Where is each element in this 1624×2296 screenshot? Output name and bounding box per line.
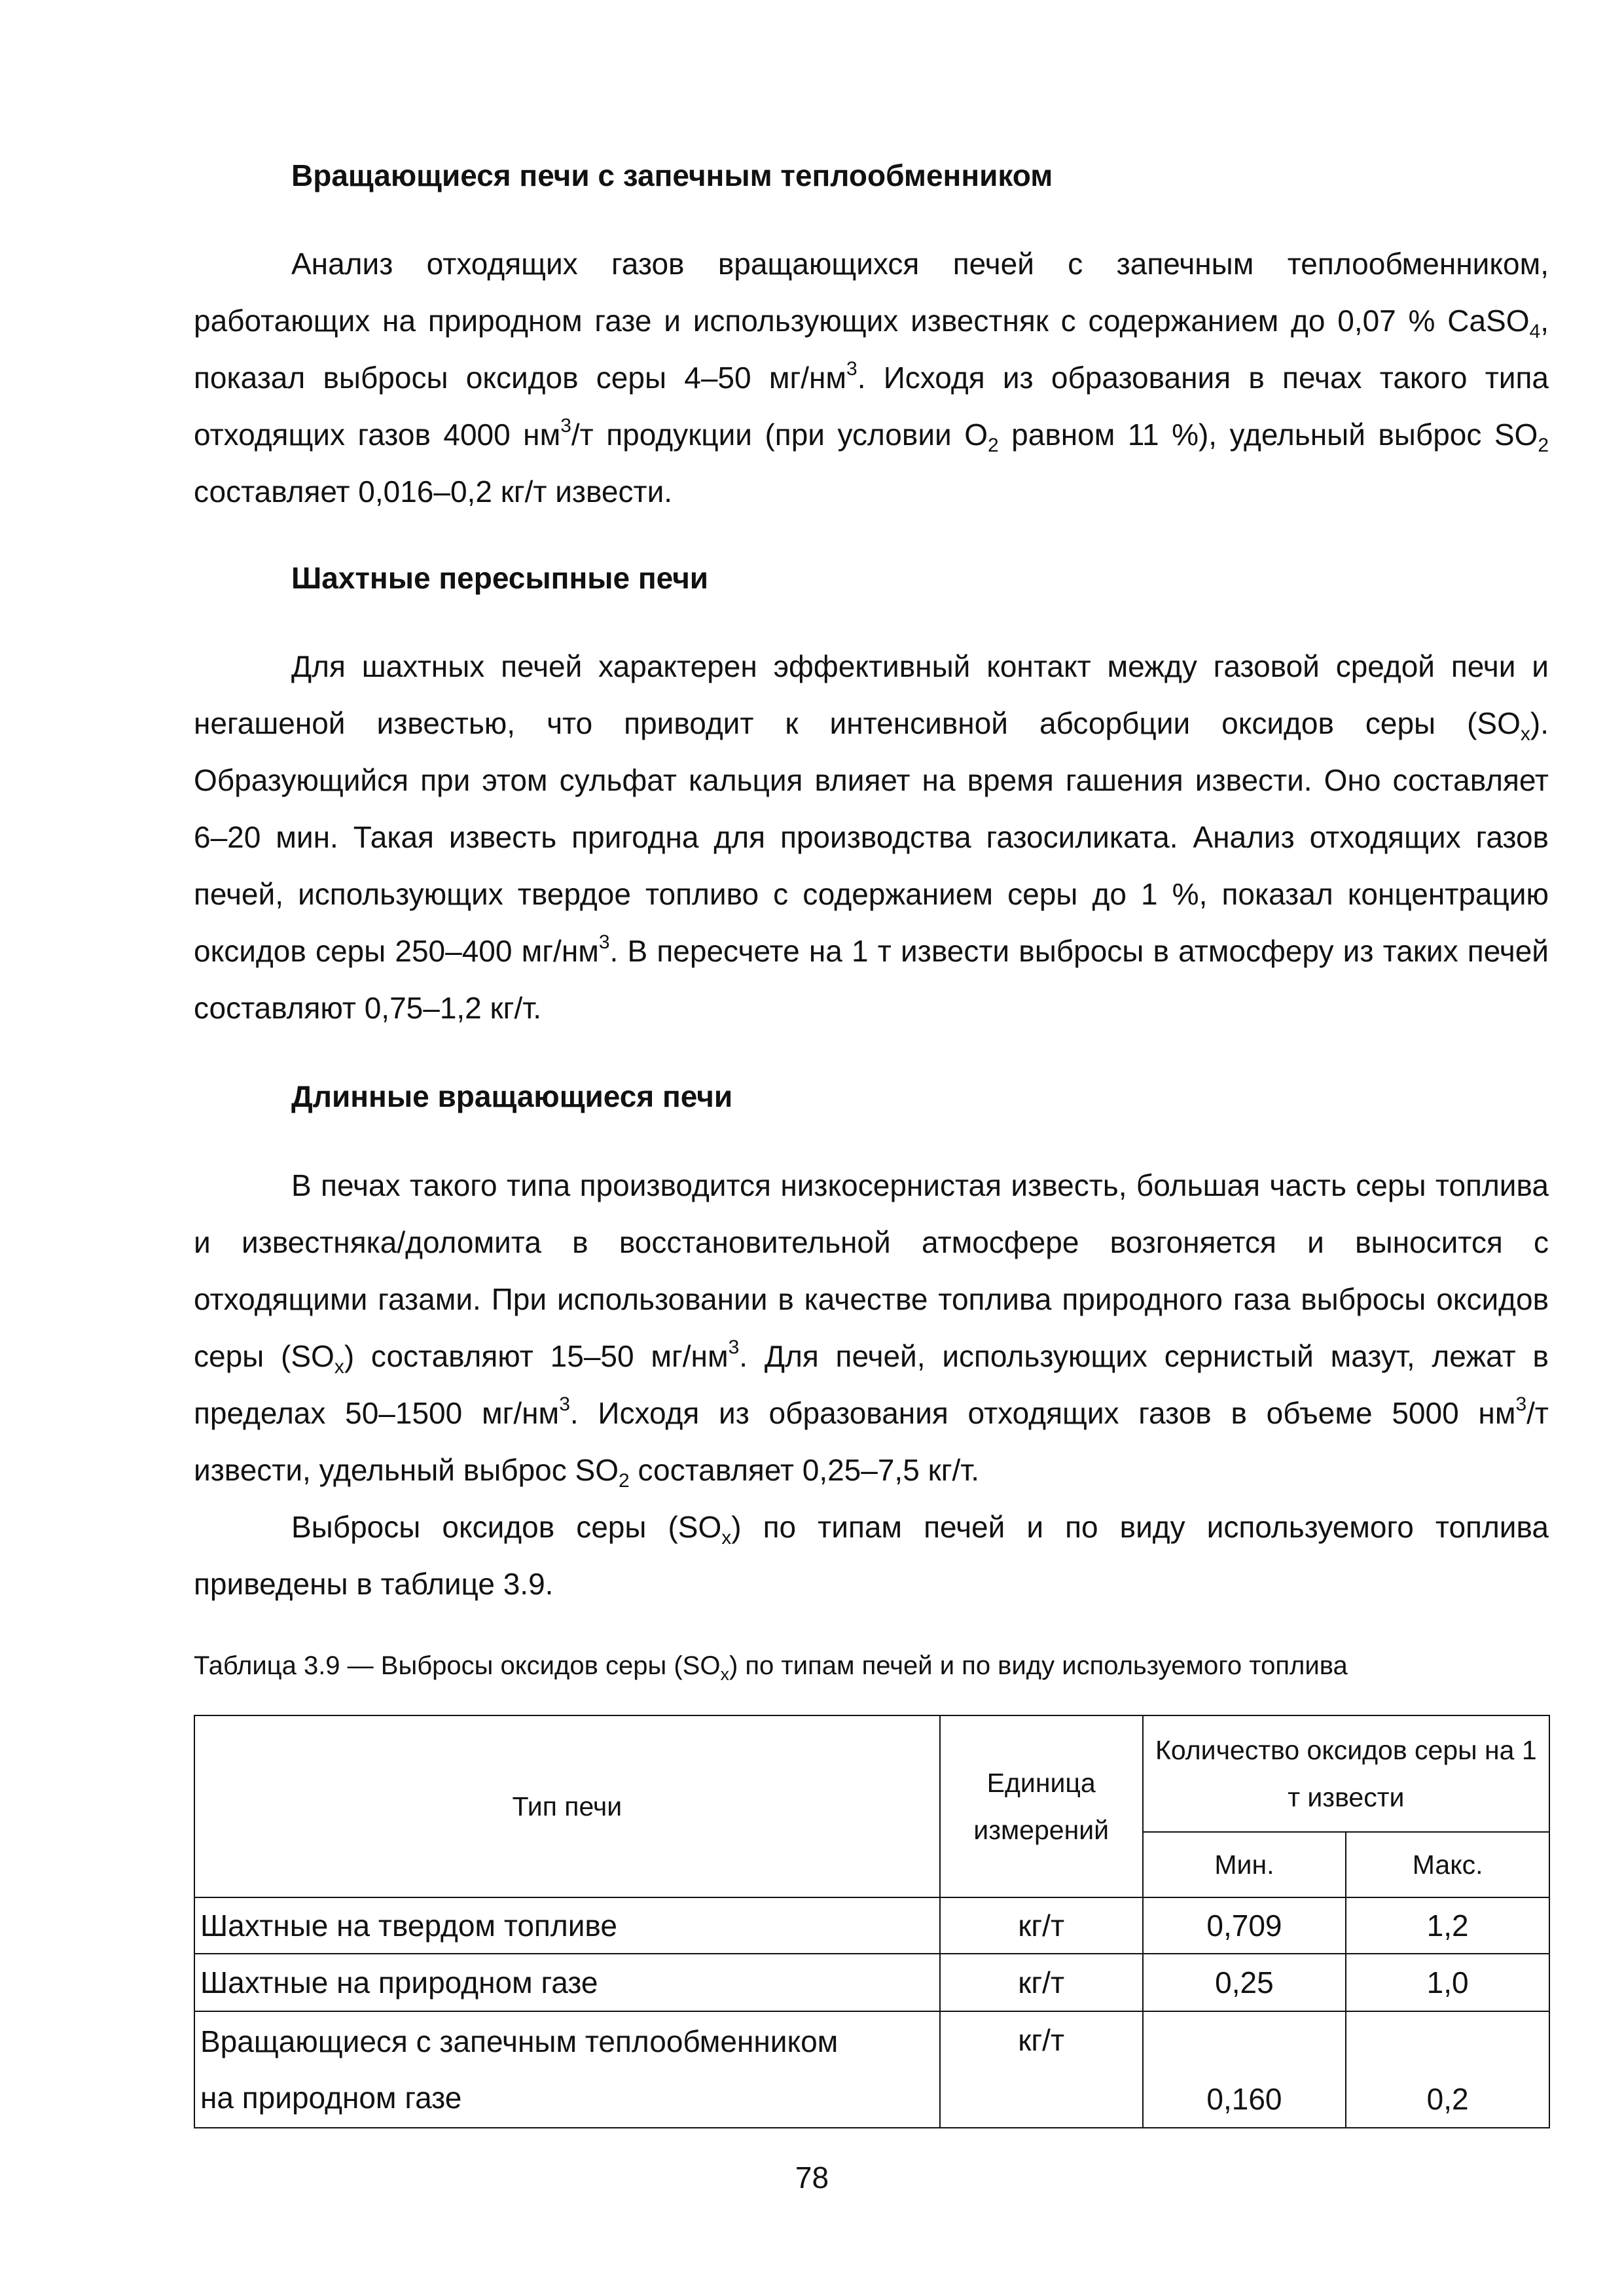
emissions-table [194, 1715, 1550, 2128]
section-heading: Шахтные пересыпные печи [291, 561, 709, 595]
table-row [194, 2011, 1549, 2128]
header-type: Тип печи [194, 1715, 940, 1897]
cell-type [194, 2011, 940, 2128]
section-heading: Вращающиеся печи с запечным теплообменником [291, 158, 1053, 192]
cell-unit: кг/т [940, 1954, 1143, 2011]
paragraph: В печах такого типа производится низкосернистая известь, большая часть серы топлива и известняка/доломита в восстановительной атмосфере возгоняется и выносится с отходящими газами. При использовании в качестве топлива природного газа выбросы оксидов серы $(SO_x)$ составляют 15–50 $мг/нм^3$. Для печей, использующих сернистый мазут, лежат в пределах 50–1500 $мг/нм^3$. Исходя из образования отходящих газов в объеме 5000 $нм^3/т$ извести, удельный выброс $SO_2$ составляет 0,25–7,5 кг/т. [194, 1168, 1549, 1492]
page-number: 78 [795, 2161, 829, 2195]
header-max: Макс. [1346, 1832, 1549, 1897]
cell-unit: кг/т [940, 2011, 1143, 2128]
cell-type: Шахтные на твердом топливе [194, 1897, 940, 1954]
paragraph: Выбросы оксидов серы $(SO_x)$ по типам печей и по виду используемого топлива приведены в таблице 3.9. [194, 1510, 1549, 1601]
cell-min: 0,709 [1143, 1897, 1346, 1954]
cell-type-line: на природном газе [200, 2081, 462, 2115]
table-header-row [194, 1715, 1549, 1832]
header-unit: Единица измерений [940, 1715, 1143, 1897]
table-caption: Таблица 3.9 — Выбросы оксидов серы $(SO_x)$ по типам печей и по виду используемого топлива [194, 1651, 1348, 1684]
cell-max: 1,0 [1346, 1954, 1549, 2011]
table-row [194, 1954, 1549, 2011]
cell-unit: кг/т [940, 1897, 1143, 1954]
cell-min: 0,25 [1143, 1954, 1346, 2011]
cell-type-line: Вращающиеся с запечным теплообменником [200, 2024, 839, 2058]
cell-max: 1,2 [1346, 1897, 1549, 1954]
header-min: Мин. [1143, 1832, 1346, 1897]
cell-min: 0,160 [1143, 2011, 1346, 2128]
cell-type: Шахтные на природном газе [194, 1954, 940, 2011]
section-heading: Длинные вращающиеся печи [291, 1079, 733, 1113]
table-row [194, 1897, 1549, 1954]
paragraph: Анализ отходящих газов вращающихся печей с запечным теплообменником, работающих на природном газе и использующих известняк с содержанием до 0,07 % CaSO$_4$, показал выбросы оксидов серы 4–50 $мг/нм^3$. Исходя из образования в печах такого типа отходящих газов 4000 $нм^3/т$ продукции (при условии $O_2$ равном 11 %), удельный выброс $SO_2$ составляет 0,016–0,2 кг/т извести. [194, 247, 1549, 509]
cell-max: 0,2 [1346, 2011, 1549, 2128]
header-amount: Количество оксидов серы на 1 т извести [1143, 1715, 1549, 1832]
paragraph: Для шахтных печей характерен эффективный контакт между газовой средой печи и негашеной известью, что приводит к интенсивной абсорбции оксидов серы $(SO_x)$. Образующийся при этом сульфат кальция влияет на время гашения извести. Оно составляет 6–20 мин. Такая известь пригодна для производства газосиликата. Анализ отходящих газов печей, использующих твердое топливо с содержанием серы до 1 %, показал концентрацию оксидов серы 250–400 $мг/нм^3$. В пересчете на 1 т извести выбросы в атмосферу из таких печей составляют 0,75–1,2 кг/т. [194, 649, 1549, 1025]
